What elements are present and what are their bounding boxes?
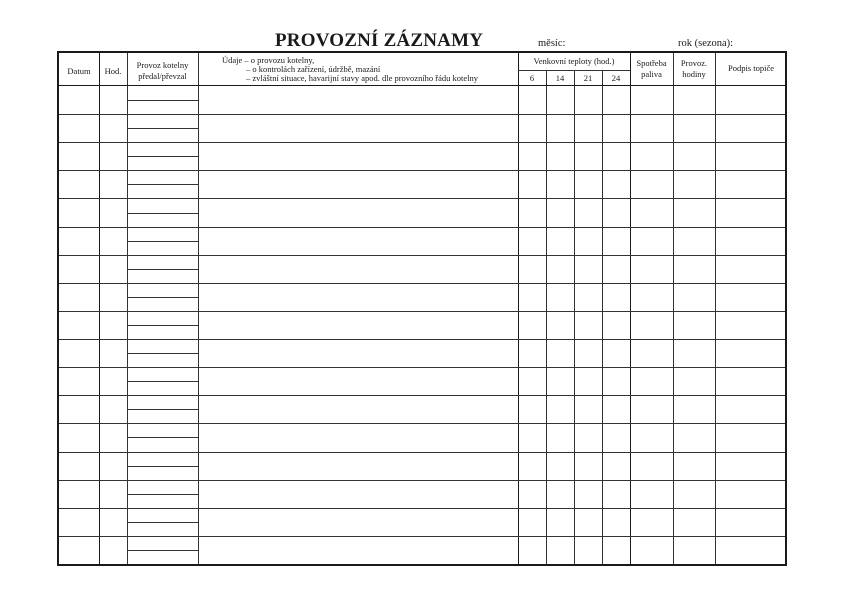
col-divider-datum [99,53,100,564]
provoz-kotelny-split-line [127,409,198,410]
col-divider-provoz-kotelny [198,53,199,564]
provoz-kotelny-split-line [127,466,198,467]
provoz-kotelny-split-line [127,550,198,551]
provoz-kotelny-split-line [127,381,198,382]
header-spotreba-line2: paliva [641,69,662,79]
header-podpis-topice: Podpis topiče [727,63,775,73]
header-udaje-line1: Údaje – o provozu kotelny, [222,55,315,65]
table-row-line [59,227,785,228]
provoz-kotelny-split-line [127,184,198,185]
provoz-kotelny-split-line [127,128,198,129]
table-row-line [59,452,785,453]
col-divider-temp-24 [630,53,631,564]
provoz-kotelny-split-line [127,297,198,298]
col-divider-temp-21 [602,71,603,564]
col-divider-hod [127,53,128,564]
header-temp-hour-6: 6 [529,73,535,83]
header-temp-hour-24: 24 [611,73,621,83]
provoz-kotelny-split-line [127,522,198,523]
col-divider-udaje [518,53,519,564]
table-row-line [59,283,785,284]
provoz-kotelny-split-line [127,156,198,157]
header-datum: Datum [67,66,91,76]
provoz-kotelny-split-line [127,494,198,495]
header-temp-hour-21: 21 [583,73,593,83]
provoz-kotelny-split-line [127,100,198,101]
col-divider-temp-14 [574,71,575,564]
provoz-kotelny-split-line [127,353,198,354]
page-title: PROVOZNÍ ZÁZNAMY [275,30,484,51]
table-row-line [59,339,785,340]
header-provoz-kotelny-line2: předal/převzal [138,71,187,81]
header-udaje-line3: – zvláštní situace, havarijní stavy apod. dle provozního řádu kotelny [246,73,479,83]
table-row-line [59,508,785,509]
table-row-line [59,142,785,143]
table-row-line [59,536,785,537]
month-field-label: měsíc: [538,38,566,49]
provoz-kotelny-split-line [127,325,198,326]
provoz-kotelny-split-line [127,213,198,214]
provoz-kotelny-split-line [127,437,198,438]
header-bottom-line [59,85,785,86]
col-divider-provoz-hodiny [715,53,716,564]
records-table [57,51,787,566]
table-row-line [59,114,785,115]
table-row-line [59,255,785,256]
provoz-kotelny-split-line [127,269,198,270]
header-provoz-hodiny-line2: hodiny [682,69,706,79]
temp-subheader-line [518,70,630,71]
table-row-line [59,423,785,424]
header-spotreba-line1: Spotřeba [636,58,667,68]
year-season-field-label: rok (sezona): [678,38,734,49]
table-row-line [59,395,785,396]
table-row-line [59,170,785,171]
header-provoz-hodiny-line1: Provoz. [680,58,708,68]
table-row-line [59,311,785,312]
header-hod: Hod. [104,66,122,76]
table-row-line [59,480,785,481]
table-row-line [59,367,785,368]
table-row-line [59,198,785,199]
provoz-kotelny-split-line [127,241,198,242]
header-temp-hour-14: 14 [555,73,565,83]
header-provoz-kotelny-line1: Provoz kotelny [136,60,189,70]
header-udaje-line2: – o kontrolách zařízení, údržbě, mazání [246,64,381,74]
header-venkovni-teploty: Venkovní teploty (hod.) [533,56,615,66]
col-divider-temp-6 [546,71,547,564]
col-divider-spotreba [673,53,674,564]
